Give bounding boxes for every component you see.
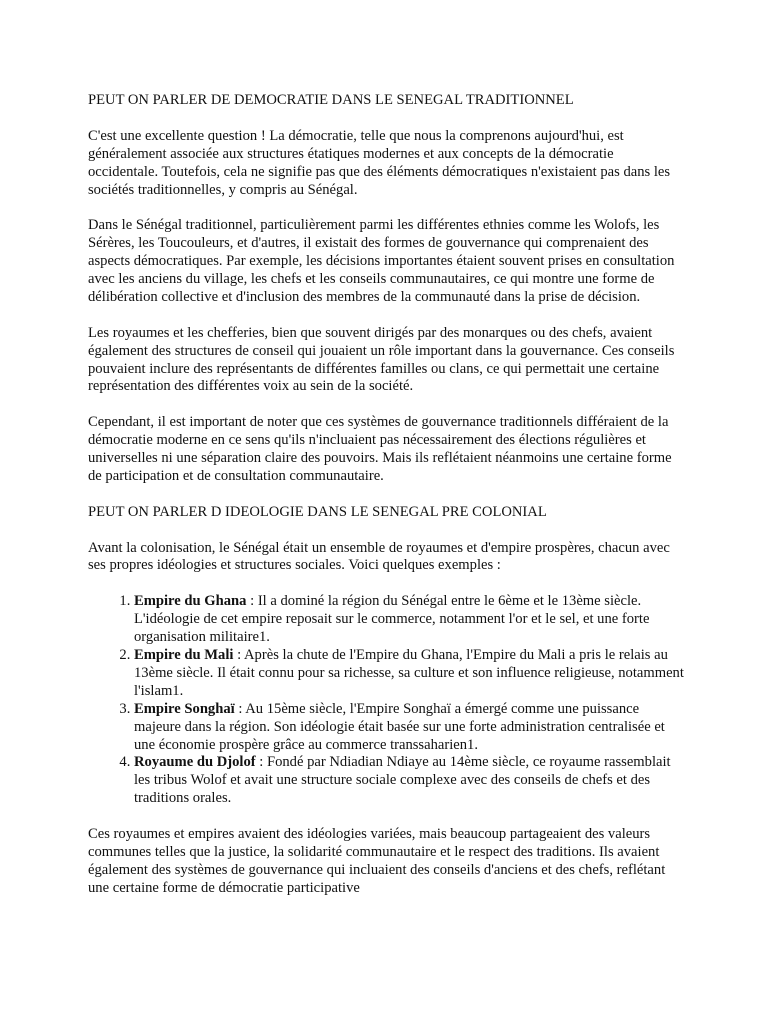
section-heading-ideologie: PEUT ON PARLER D IDEOLOGIE DANS LE SENEGAL PRE COLONIAL xyxy=(88,503,547,520)
list-item xyxy=(134,593,684,647)
list-item-title: Royaume du Djolof xyxy=(134,754,256,771)
list-item-text: : Au 15ème siècle, l'Empire Songhaï a émergé comme une puissance majeure dans la région. Son idéologie était basée sur une forte administration centralisée et une économie prospère grâce au commerce transsaharien1. xyxy=(134,700,665,753)
document-body xyxy=(88,92,684,916)
paragraph-colonisation: Avant la colonisation, le Sénégal était un ensemble de royaumes et d'empire prospères, chacun avec ses propres idéologies et structures sociales. Voici quelques exemples : xyxy=(88,539,670,574)
list-item-title: Empire du Ghana xyxy=(134,593,247,610)
list-item-text: : Après la chute de l'Empire du Ghana, l'Empire du Mali a pris le relais au 13ème siècle. Il était connu pour sa richesse, sa culture et son influence religieuse, notamment l'islam1. xyxy=(134,646,684,699)
paragraph-royaumes: Les royaumes et les chefferies, bien que souvent dirigés par des monarques ou des chefs, avaient également des structures de conseil qui jouaient un rôle important dans la gouvernance. Ces conseils pouvaient inclure des représentants de différentes familles ou clans, ce qui permettait une certaine représentation des différentes voix au sein de la société. xyxy=(88,324,675,395)
paragraph-conclusion: Ces royaumes et empires avaient des idéologies variées, mais beaucoup partageaient des valeurs communes telles que la justice, la solidarité communautaire et le respect des traditions. Ils avaient également des systèmes de gouvernance qui incluaient des conseils d'anciens et des chefs, reflétant une certaine forme de démocratie participative xyxy=(88,826,666,896)
section-heading-democratie: PEUT ON PARLER DE DEMOCRATIE DANS LE SENEGAL TRADITIONNEL xyxy=(88,92,574,108)
paragraph-cependant: Cependant, il est important de noter que ces systèmes de gouvernance traditionnels différaient de la démocratie moderne en ce sens qu'ils n'incluaient pas nécessairement des élections régulières et universelles ni une séparation claire des pouvoirs. Mais ils reflétaient néanmoins une certaine forme de participation et de consultation communautaire. xyxy=(88,414,672,484)
list-item-title: Empire Songhaï xyxy=(134,700,235,717)
list-item-title: Empire du Mali xyxy=(134,646,234,663)
list-item-text: : Fondé par Ndiadian Ndiaye au 14ème siècle, ce royaume rassemblait les tribus Wolof et avait une structure sociale complexe avec des conseils de chefs et des traditions orales. xyxy=(134,754,671,807)
list-item xyxy=(134,701,684,755)
list-item xyxy=(134,754,684,808)
empires-list xyxy=(88,593,684,808)
paragraph-intro: C'est une excellente question ! La démocratie, telle que nous la comprenons aujourd'hui, est généralement associée aux structures étatiques modernes et aux concepts de la démocratie occidentale. Toutefois, cela ne signifie pas que des éléments démocratiques n'existaient pas dans les sociétés traditionnelles, y compris au Sénégal. xyxy=(88,127,671,198)
paragraph-gouvernance: Dans le Sénégal traditionnel, particulièrement parmi les différentes ethnies comme les Wolofs, les Sérères, les Toucouleurs, et d'autres, il existait des formes de gouvernance qui comprenaient des aspects démocratiques. Par exemple, les décisions importantes étaient souvent prises en consultation avec les anciens du village, les chefs et les conseils communautaires, ce qui montre une forme de délibération collective et d'inclusion des membres de la communauté dans la prise de décision. xyxy=(88,217,675,305)
list-item xyxy=(134,647,684,701)
list-item-text: : Il a dominé la région du Sénégal entre le 6ème et le 13ème siècle. L'idéologie de cet empire reposait sur le commerce, notamment l'or et le sel, et une forte organisation militaire1. xyxy=(134,593,650,646)
